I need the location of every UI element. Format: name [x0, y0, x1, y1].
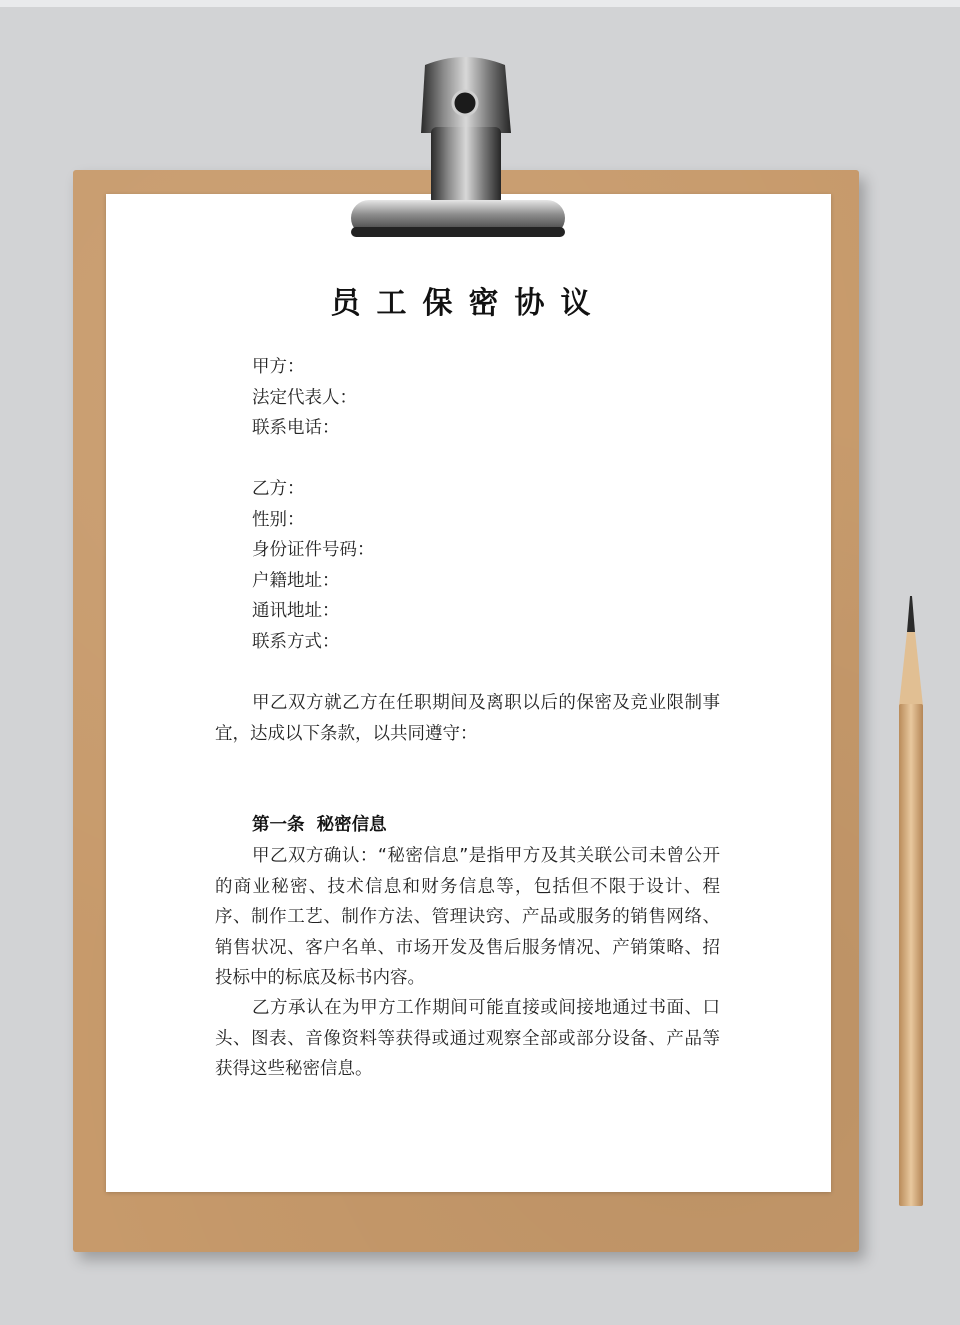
party-b-id-label: 身份证件号码：: [252, 540, 375, 561]
top-strip: [0, 0, 960, 7]
party-b-name-label: 乙方：: [252, 479, 305, 499]
intro-paragraph: 甲乙双方就乙方在任职期间及离职以后的保密及竞业限制事宜，达成以下条款，以共同遵守：: [215, 693, 720, 744]
article-1-paragraph-2: 乙方承认在为甲方工作期间可能直接或间接地通过书面、口头、图表、音像资料等获得或通过观察全部或部分设备、产品等获得这些秘密信息。: [215, 998, 720, 1079]
party-b-mailing-label: 通讯地址：: [252, 601, 340, 622]
party-b-fields: [252, 474, 375, 658]
party-a-fields: [252, 352, 357, 444]
party-b-household-label: 户籍地址：: [252, 570, 340, 591]
document-title: 员工保密协议: [330, 286, 607, 321]
party-a-legal-rep-label: 法定代表人：: [252, 387, 357, 408]
party-b-gender-label: 性别：: [252, 509, 305, 530]
party-a-phone-label: 联系电话：: [252, 418, 340, 439]
party-b-contact-label: 联系方式：: [252, 631, 340, 652]
article-1-heading: 第一条 秘密信息: [252, 815, 387, 835]
article-1-paragraph-1: 甲乙双方确认：“秘密信息”是指甲方及其关联公司未曾公开的商业秘密、技术信息和财务信息等，包括但不限于设计、程序、制作工艺、制作方法、管理诀窍、产品或服务的销售网络、销售状况、客户名单、市场开发及售后服务情况、产销策略、招投标中的标底及标书内容。: [215, 846, 720, 988]
binder-clip-icon: [345, 55, 570, 247]
party-a-name-label: 甲方：: [252, 357, 305, 377]
pencil-icon: [896, 596, 926, 1208]
